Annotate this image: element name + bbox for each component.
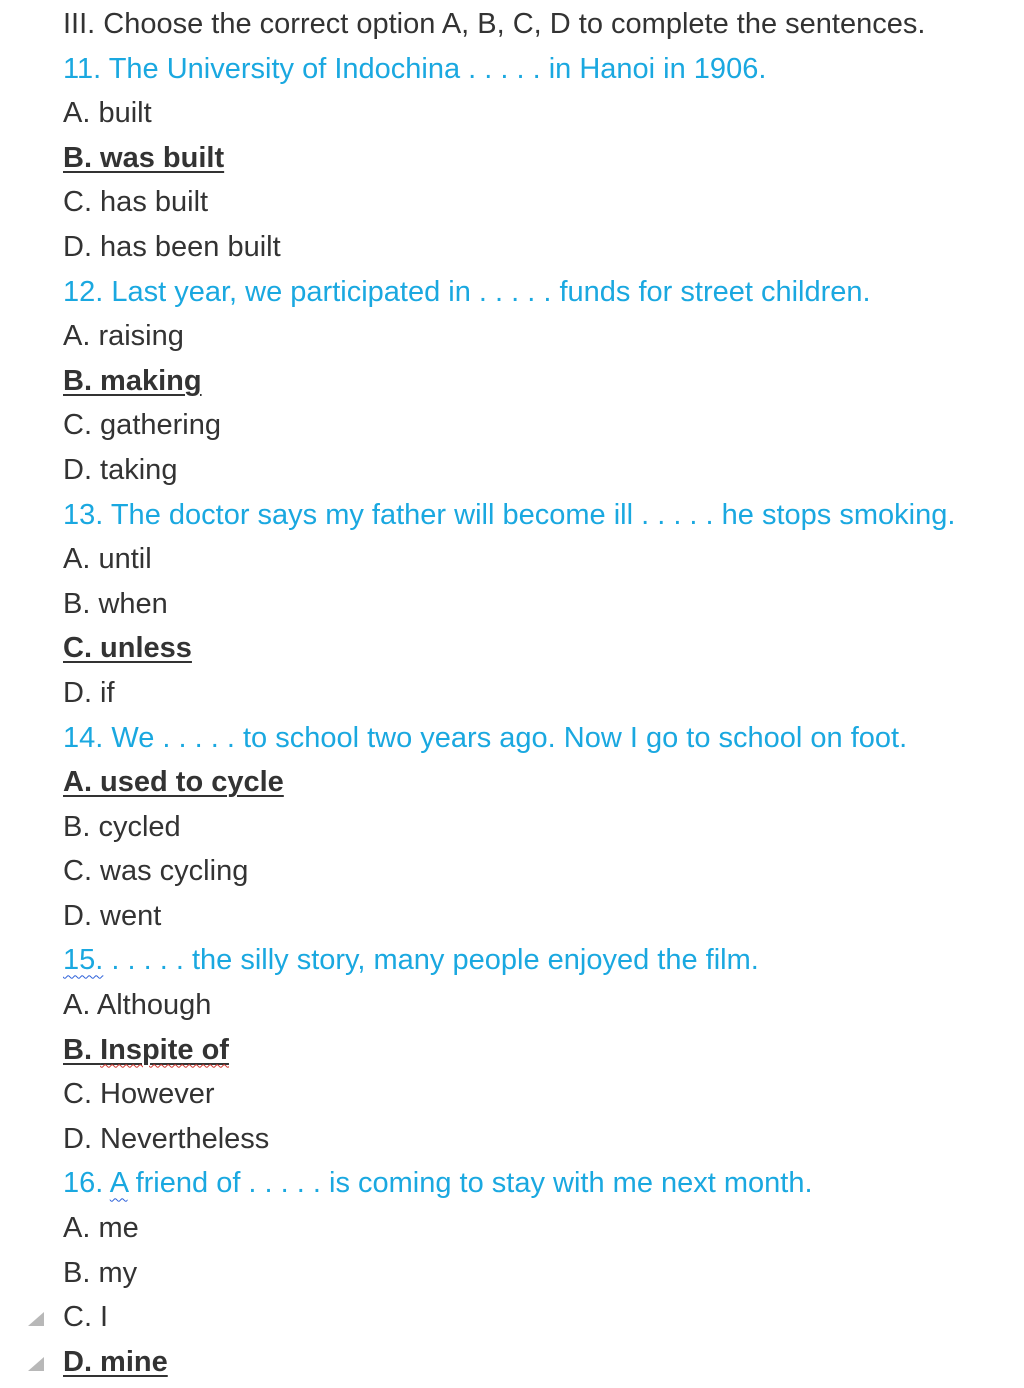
question-16-option-c: C. I — [63, 1301, 109, 1334]
question-12-option-b-correct: B. making — [63, 364, 202, 397]
question-11-stem: 11. The University of Indochina . . . . . in Hanoi in 1906. — [63, 52, 767, 85]
question-13-option-c-correct: C. unless — [63, 632, 192, 665]
exercise-heading: III. Choose the correct option A, B, C, D to complete the sentences. — [63, 8, 926, 40]
question-14-option-b: B. cycled — [63, 810, 181, 843]
question-12-option-d: D. taking — [63, 453, 178, 486]
question-13-stem: 13. The doctor says my father will become ill . . . . . he stops smoking. — [63, 498, 956, 531]
paragraph-marker-icon — [28, 1312, 44, 1326]
question-14-option-d: D. went — [63, 899, 162, 932]
question-13-option-a: A. until — [63, 543, 152, 576]
question-12-stem: 12. Last year, we participated in . . . . . funds for street children. — [63, 275, 871, 308]
question-15-option-b-prefix: B. — [63, 1033, 101, 1066]
question-11-option-c: C. has built — [63, 186, 209, 219]
question-15-option-b-word: Inspite of — [100, 1033, 229, 1066]
question-15-option-d: D. Nevertheless — [63, 1122, 270, 1155]
question-16-option-b: B. my — [63, 1256, 138, 1289]
question-12-option-c: C. gathering — [63, 409, 221, 442]
question-11-option-d: D. has been built — [63, 230, 281, 263]
question-12-option-a: A. raising — [63, 320, 184, 353]
question-16-article: A — [109, 1167, 128, 1200]
question-13-option-b: B. when — [63, 587, 168, 620]
question-14-stem: 14. We . . . . . to school two years ago. Now I go to school on foot. — [63, 721, 908, 754]
question-16-prefix: 16. — [63, 1167, 110, 1200]
exercise-document — [63, 2, 1023, 1384]
question-16-option-c-row — [63, 1295, 1023, 1340]
question-11-option-a: A. built — [63, 97, 152, 130]
question-15-option-b-correct — [63, 1028, 1023, 1073]
question-11-option-b-correct: B. was built — [63, 141, 225, 174]
question-15-stem — [63, 938, 1023, 983]
question-16-text: friend of . . . . . is coming to stay with me next month. — [127, 1167, 813, 1200]
question-15-number: 15. — [63, 944, 104, 977]
paragraph-marker-icon — [28, 1357, 44, 1371]
question-15-text: . . . . . the silly story, many people enjoyed the film. — [103, 944, 759, 977]
question-14-option-a-correct: A. used to cycle — [63, 766, 284, 799]
question-16-option-d-row — [63, 1340, 1023, 1385]
question-16-option-a: A. me — [63, 1212, 139, 1245]
question-13-option-d: D. if — [63, 676, 115, 709]
question-16-option-d-correct: D. mine — [63, 1345, 168, 1378]
question-14-option-c: C. was cycling — [63, 855, 249, 888]
question-15-option-c: C. However — [63, 1078, 215, 1111]
question-16-stem — [63, 1161, 1023, 1206]
question-15-option-a: A. Although — [63, 989, 212, 1022]
